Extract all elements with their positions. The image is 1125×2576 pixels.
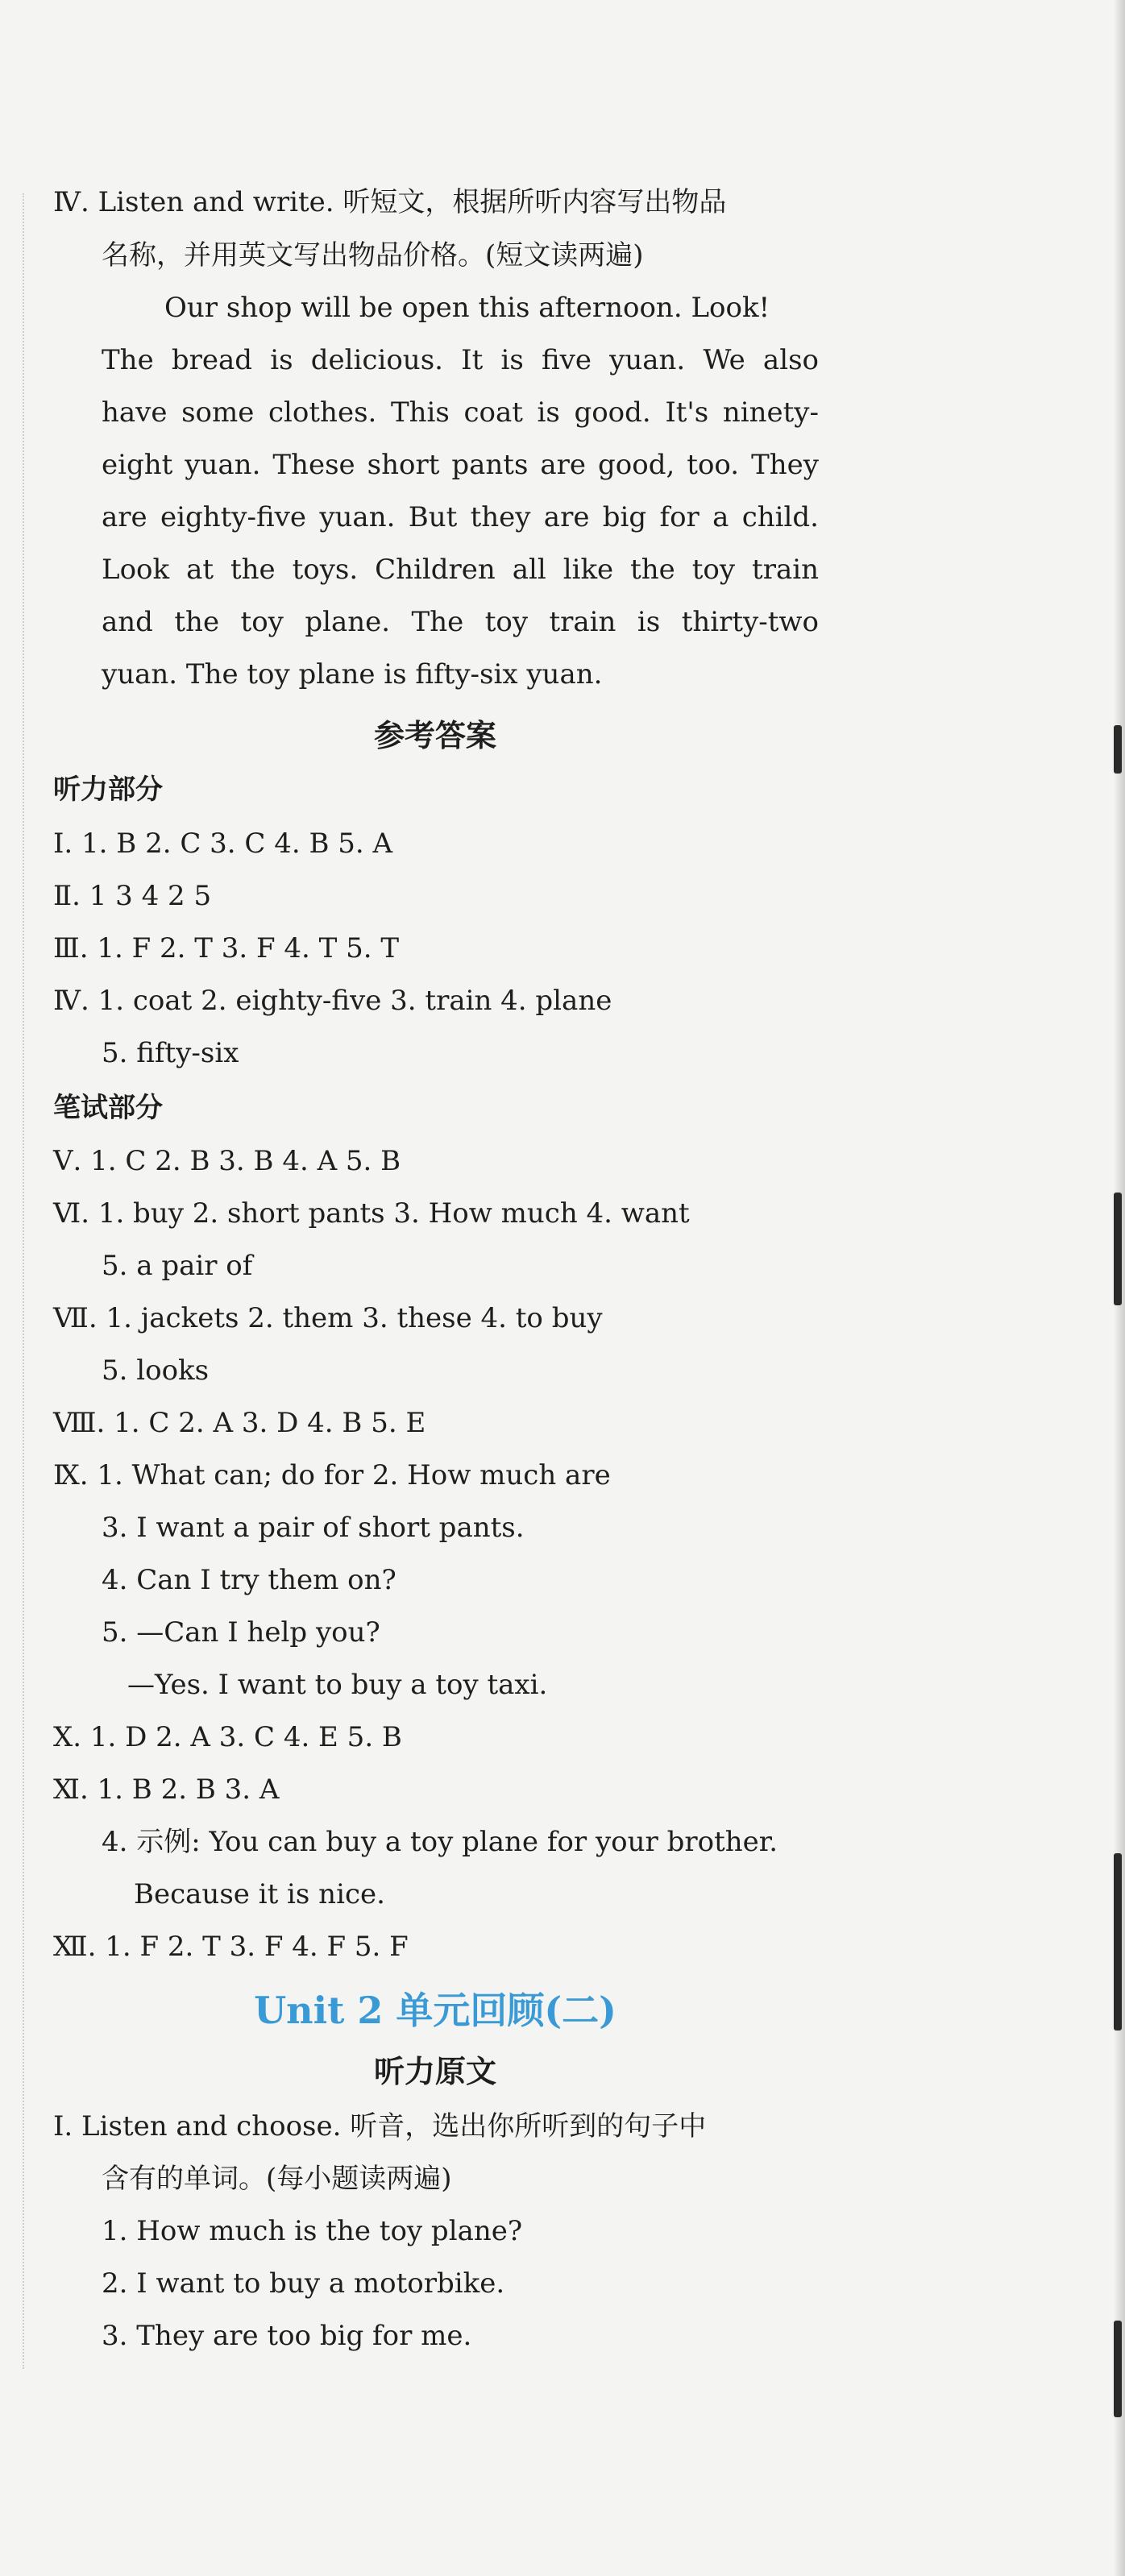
answer-line: 5. —Can I help you? — [102, 1616, 380, 1649]
answer-line: Ⅸ. 1. What can; do for 2. How much are — [53, 1459, 611, 1491]
passage-line: are eighty-five yuan. But they are big for a child. — [102, 501, 819, 533]
passage-line: yuan. The toy plane is fifty-six yuan. — [102, 658, 603, 691]
answer-key-title: 参考答案 — [373, 718, 496, 753]
answer-line: Ⅳ. 1. coat 2. eighty-five 3. train 4. plane — [53, 985, 612, 1017]
passage-line: and the toy plane. The toy train is thirty-two — [102, 606, 819, 638]
answer-line: 5. a pair of — [102, 1250, 253, 1282]
answer-line: Ⅶ. 1. jackets 2. them 3. these 4. to buy — [53, 1302, 603, 1334]
answer-line: Ⅺ. 1. B 2. B 3. A — [53, 1773, 280, 1806]
passage-line: have some clothes. This coat is good. It's ninety- — [102, 396, 819, 429]
scan-edge-mark — [1114, 1193, 1122, 1305]
scan-edge-mark — [1114, 2321, 1122, 2417]
answer-line: 4. Can I try them on? — [102, 1564, 396, 1596]
answer-line: 3. I want a pair of short pants. — [102, 1512, 525, 1544]
section-i-instruction-line2: 含有的单词。(每小题读两遍) — [102, 2163, 452, 2195]
passage-line: The bread is delicious. It is five yuan. We also — [102, 344, 819, 376]
answer-line: Because it is nice. — [134, 1878, 385, 1910]
script-item: 3. They are too big for me. — [102, 2320, 472, 2352]
section-iv-instruction-line2: 名称，并用英文写出物品价格。(短文读两遍) — [102, 239, 644, 272]
script-item: 1. How much is the toy plane? — [102, 2215, 523, 2247]
answer-line: Ⅰ. 1. B 2. C 3. C 4. B 5. A — [53, 828, 393, 860]
answer-line: 5. fifty-six — [102, 1037, 239, 1069]
answer-line: Ⅴ. 1. C 2. B 3. B 4. A 5. B — [53, 1145, 401, 1177]
answer-line: Ⅵ. 1. buy 2. short pants 3. How much 4. want — [53, 1197, 690, 1230]
unit-title: Unit 2 单元回顾(二) — [254, 1989, 616, 2032]
answer-line: Ⅱ. 1 3 4 2 5 — [53, 880, 212, 912]
answer-line: Ⅻ. 1. F 2. T 3. F 4. F 5. F — [53, 1931, 409, 1963]
margin-dotted-rule — [23, 193, 24, 2369]
section-i-instruction-line1: Ⅰ. Listen and choose. 听音，选出你所听到的句子中 — [53, 2110, 707, 2143]
written-part-title: 笔试部分 — [53, 1092, 163, 1124]
passage-line: eight yuan. These short pants are good, too. They — [102, 449, 819, 481]
script-item: 2. I want to buy a motorbike. — [102, 2267, 505, 2300]
listening-script-title: 听力原文 — [373, 2054, 496, 2089]
answer-line: 4. 示例: You can buy a toy plane for your brother. — [102, 1826, 778, 1858]
section-iv-instruction-line1: Ⅳ. Listen and write. 听短文，根据所听内容写出物品 — [53, 186, 727, 218]
answer-line: Ⅷ. 1. C 2. A 3. D 4. B 5. E — [53, 1407, 426, 1439]
answer-line: Ⅲ. 1. F 2. T 3. F 4. T 5. T — [53, 932, 400, 964]
scan-edge-mark — [1114, 1853, 1122, 2031]
listening-part-title: 听力部分 — [53, 774, 163, 806]
answer-line: 5. looks — [102, 1354, 210, 1387]
answer-line: Ⅹ. 1. D 2. A 3. C 4. E 5. B — [53, 1721, 402, 1753]
scan-edge-mark — [1114, 725, 1122, 774]
passage-line: Look at the toys. Children all like the toy train — [102, 554, 819, 586]
passage-line: Our shop will be open this afternoon. Look! — [164, 292, 770, 324]
answer-line: —Yes. I want to buy a toy taxi. — [127, 1669, 548, 1701]
